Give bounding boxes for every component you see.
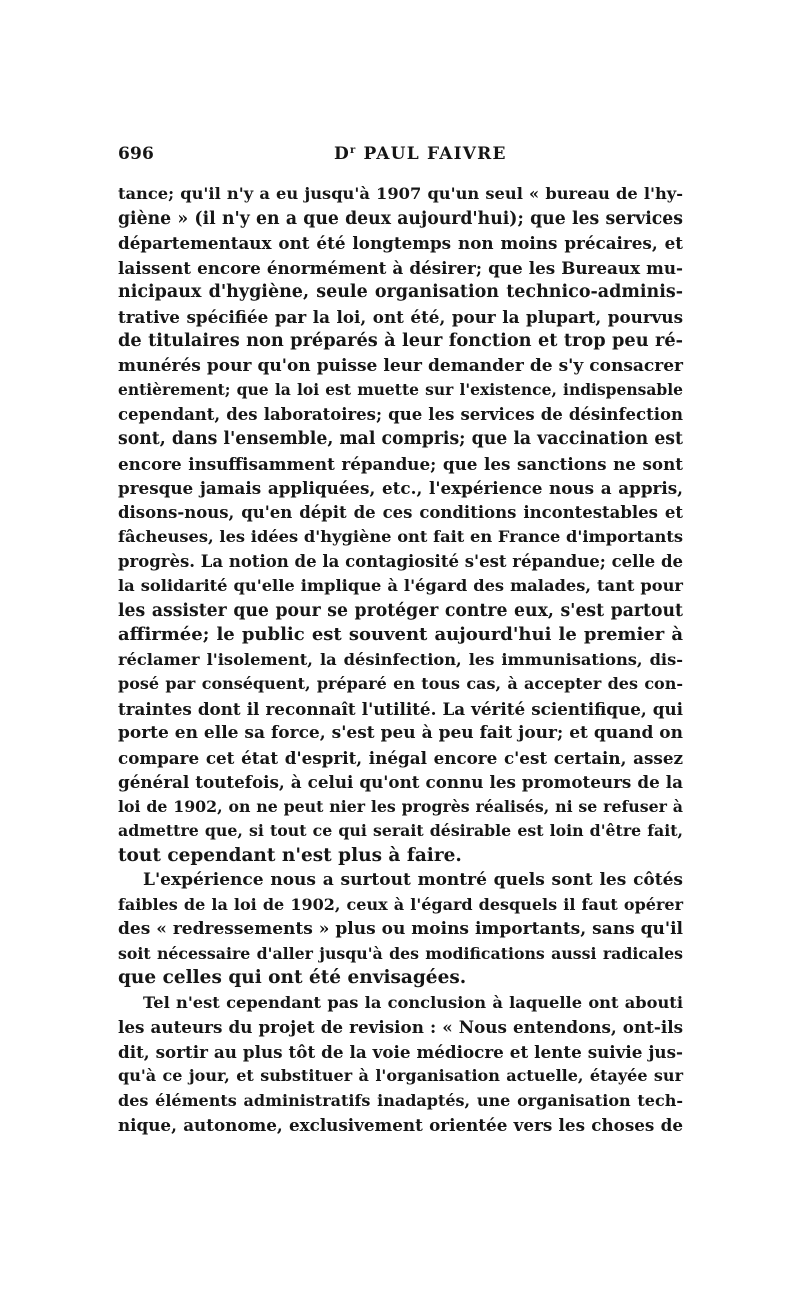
text-line: les assister que pour se protéger contre eux, s'est partout <box>118 600 683 621</box>
running-head-author <box>334 144 507 164</box>
text-line: faibles de la loi de 1902, ceux à l'égard desquels il faut opérer <box>118 894 683 914</box>
text-line: trative spécifiée par la loi, ont été, pour la plupart, pourvus <box>118 306 683 327</box>
text-line: réclamer l'isolement, la désinfection, les immunisations, dis- <box>118 649 683 669</box>
text-line: entièrement; que la loi est muette sur l'existence, indispensable <box>118 380 683 399</box>
text-line: L'expérience nous a surtout montré quels sont les côtés <box>143 870 683 890</box>
text-line: affirmée; le public est souvent aujourd'hui le premier à <box>118 624 683 645</box>
text-line: tance; qu'il n'y a eu jusqu'à 1907 qu'un seul « bureau de l'hy- <box>118 184 683 203</box>
body-text <box>118 182 683 1138</box>
text-line: admettre que, si tout ce qui serait désirable est loin d'être fait, <box>118 821 683 840</box>
text-line: progrès. La notion de la contagiosité s'est répandue; celle de <box>118 551 683 571</box>
author-prefix: D <box>334 144 350 164</box>
text-line: général toutefois, à celui qu'ont connu les promoteurs de la <box>118 772 683 792</box>
text-line: giène » (il n'y en a que deux aujourd'hui); que les services <box>118 208 683 229</box>
text-line: soit nécessaire d'aller jusqu'à des modifications aussi radicales <box>118 943 683 963</box>
text-line: traintes dont il reconnaît l'utilité. La vérité scientifique, qui <box>118 698 683 719</box>
text-line: munérés pour qu'on puisse leur demander de s'y consacrer <box>118 355 683 376</box>
text-line: nique, autonome, exclusivement orientée vers les choses de <box>118 1115 683 1135</box>
text-line: loi de 1902, on ne peut nier les progrès réalisés, ni se refuser à <box>118 796 683 816</box>
text-line: laissent encore énormément à désirer; que les Bureaux mu- <box>118 257 683 278</box>
author-title-superscript: r <box>349 145 357 156</box>
text-line: porte en elle sa force, s'est peu à peu fait jour; et quand on <box>118 723 683 743</box>
text-line: sont, dans l'ensemble, mal compris; que la vaccination est <box>118 429 683 449</box>
text-line: Tel n'est cependant pas la conclusion à laquelle ont abouti <box>143 992 683 1012</box>
text-line: disons-nous, qu'en dépit de ces conditions incontestables et <box>118 502 683 522</box>
page-number: 696 <box>118 144 155 164</box>
text-line: départementaux ont été longtemps non moins précaires, et <box>118 233 683 253</box>
text-line: fâcheuses, les idées d'hygiène ont fait en France d'importants <box>118 527 683 546</box>
text-line: posé par conséquent, préparé en tous cas, à accepter des con- <box>118 674 683 693</box>
text-line: des « redressements » plus ou moins importants, sans qu'il <box>118 919 683 939</box>
text-line: qu'à ce jour, et substituer à l'organisation actuelle, étayée sur <box>118 1066 683 1085</box>
text-line: compare cet état d'esprit, inégal encore c'est certain, assez <box>118 747 683 768</box>
text-line: nicipaux d'hygiène, seule organisation technico-adminis- <box>118 282 683 302</box>
text-line: presque jamais appliquées, etc., l'expérience nous a appris, <box>118 478 683 498</box>
text-line: la solidarité qu'elle implique à l'égard des malades, tant pour <box>118 576 683 595</box>
text-line: encore insuffisamment répandue; que les sanctions ne sont <box>118 453 683 474</box>
text-line: les auteurs du projet de revision : « Nous entendons, ont-ils <box>118 1017 683 1037</box>
text-line: de titulaires non préparés à leur fonction et trop peu ré- <box>118 330 683 351</box>
page-header <box>118 144 683 168</box>
text-line: cependant, des laboratoires; que les services de désinfection <box>118 404 683 424</box>
text-line: dit, sortir au plus tôt de la voie médiocre et lente suivie jus- <box>118 1041 683 1062</box>
author-name: PAUL FAIVRE <box>363 144 507 164</box>
text-line: des éléments administratifs inadaptés, une organisation tech- <box>118 1090 683 1110</box>
text-line: tout cependant n'est plus à faire. <box>118 844 462 866</box>
text-line: que celles qui ont été envisagées. <box>118 967 467 988</box>
